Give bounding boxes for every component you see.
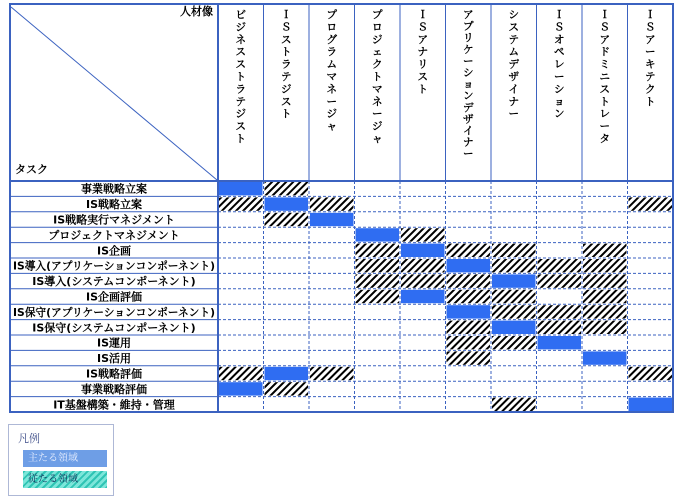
legend-main-label: 主たる領域 — [28, 453, 78, 464]
cell-sub — [629, 197, 673, 210]
cell-sub — [538, 305, 582, 318]
cell-sub — [447, 274, 491, 287]
task-label: 事業戦略立案 — [81, 182, 147, 196]
cell-sub — [401, 274, 445, 287]
role-header: ＩＳストラテジスト — [281, 9, 292, 121]
cell-sub — [356, 244, 400, 257]
legend-sub-label: 従たる領域 — [28, 474, 78, 485]
cell-sub — [583, 305, 627, 318]
cell-sub — [447, 351, 491, 364]
task-label: IS企画 — [96, 244, 132, 258]
cell-main — [629, 398, 673, 411]
cell-sub — [583, 244, 627, 257]
cell-main — [401, 244, 445, 257]
role-header: プログラムマネージャ — [326, 9, 337, 133]
task-label: IS保守(アプリケーションコンポーネント) — [13, 305, 221, 319]
cell-main — [447, 305, 491, 318]
task-label: IS導入(システムコンポーネント) — [32, 275, 196, 289]
task-label: IS戦略実行マネジメント — [53, 213, 175, 227]
role-header: システムデザイナー — [508, 9, 519, 121]
cell-sub — [583, 259, 627, 272]
role-header: プロジェクトマネージャ — [372, 9, 383, 145]
cell-sub — [538, 274, 582, 287]
cell-sub — [492, 244, 536, 257]
task-label: プロジェクトマネジメント — [48, 228, 180, 242]
cell-sub — [447, 290, 491, 303]
task-label: IS導入(アプリケーションコンポーネント) — [13, 259, 221, 273]
cell-sub — [538, 259, 582, 272]
cell-main — [447, 259, 491, 272]
cell-sub — [492, 305, 536, 318]
cell-sub — [492, 336, 536, 349]
cell-main — [219, 182, 263, 195]
task-label: IS戦略評価 — [85, 367, 143, 381]
cell-sub — [538, 321, 582, 334]
cell-sub — [492, 259, 536, 272]
role-header: ＩＳアーキテクト — [645, 9, 656, 108]
cell-sub — [629, 367, 673, 380]
cell-sub — [356, 259, 400, 272]
cell-main — [492, 274, 536, 287]
legend-panel — [8, 424, 114, 496]
role-header: ＩＳアドミニストレータ — [599, 9, 610, 145]
cell-sub — [310, 197, 354, 210]
cell-sub — [356, 290, 400, 303]
corner-task-label: タスク — [15, 163, 48, 176]
task-label: IS活用 — [96, 352, 132, 366]
cell-sub — [401, 228, 445, 241]
cell-main — [492, 321, 536, 334]
task-label: IS運用 — [96, 336, 132, 350]
legend-main-area — [23, 450, 107, 467]
cell-sub — [583, 290, 627, 303]
role-header: ＩＳオペレーション — [554, 9, 565, 121]
cell-sub — [447, 244, 491, 257]
cell-sub — [447, 336, 491, 349]
cell-sub — [492, 290, 536, 303]
task-label: IT基盤構築・維持・管理 — [53, 398, 175, 412]
corner-diagonal — [11, 7, 217, 180]
role-header: ＩＳアナリスト — [417, 9, 428, 96]
cell-sub — [265, 382, 309, 395]
cell-main — [356, 228, 400, 241]
cell-sub — [265, 182, 309, 195]
cell-main — [310, 213, 354, 226]
role-header: アプリケーションデザイナー — [463, 9, 474, 161]
cell-main — [265, 367, 309, 380]
cell-sub — [310, 367, 354, 380]
role-header: ビジネスストラテジスト — [235, 9, 246, 145]
task-label: IS企画評価 — [85, 290, 143, 304]
cell-main — [265, 197, 309, 210]
cell-sub — [583, 274, 627, 287]
cell-sub — [265, 213, 309, 226]
task-headers — [13, 182, 221, 412]
cell-sub — [219, 197, 263, 210]
legend-title: 凡例 — [18, 432, 40, 445]
cell-main — [538, 336, 582, 349]
task-label: 事業戦略評価 — [81, 382, 147, 396]
cell-sub — [583, 321, 627, 334]
cell-sub — [447, 321, 491, 334]
cell-sub — [219, 367, 263, 380]
cell-main — [401, 290, 445, 303]
legend-sub-area — [23, 471, 107, 488]
cell-main — [219, 382, 263, 395]
cell-main — [583, 351, 627, 364]
corner-role-label: 人材像 — [180, 5, 213, 18]
task-label: IS保守(システムコンポーネント) — [32, 321, 196, 335]
cell-sub — [492, 398, 536, 411]
task-label: IS戦略立案 — [85, 198, 143, 212]
cell-sub — [356, 274, 400, 287]
cell-sub — [401, 259, 445, 272]
